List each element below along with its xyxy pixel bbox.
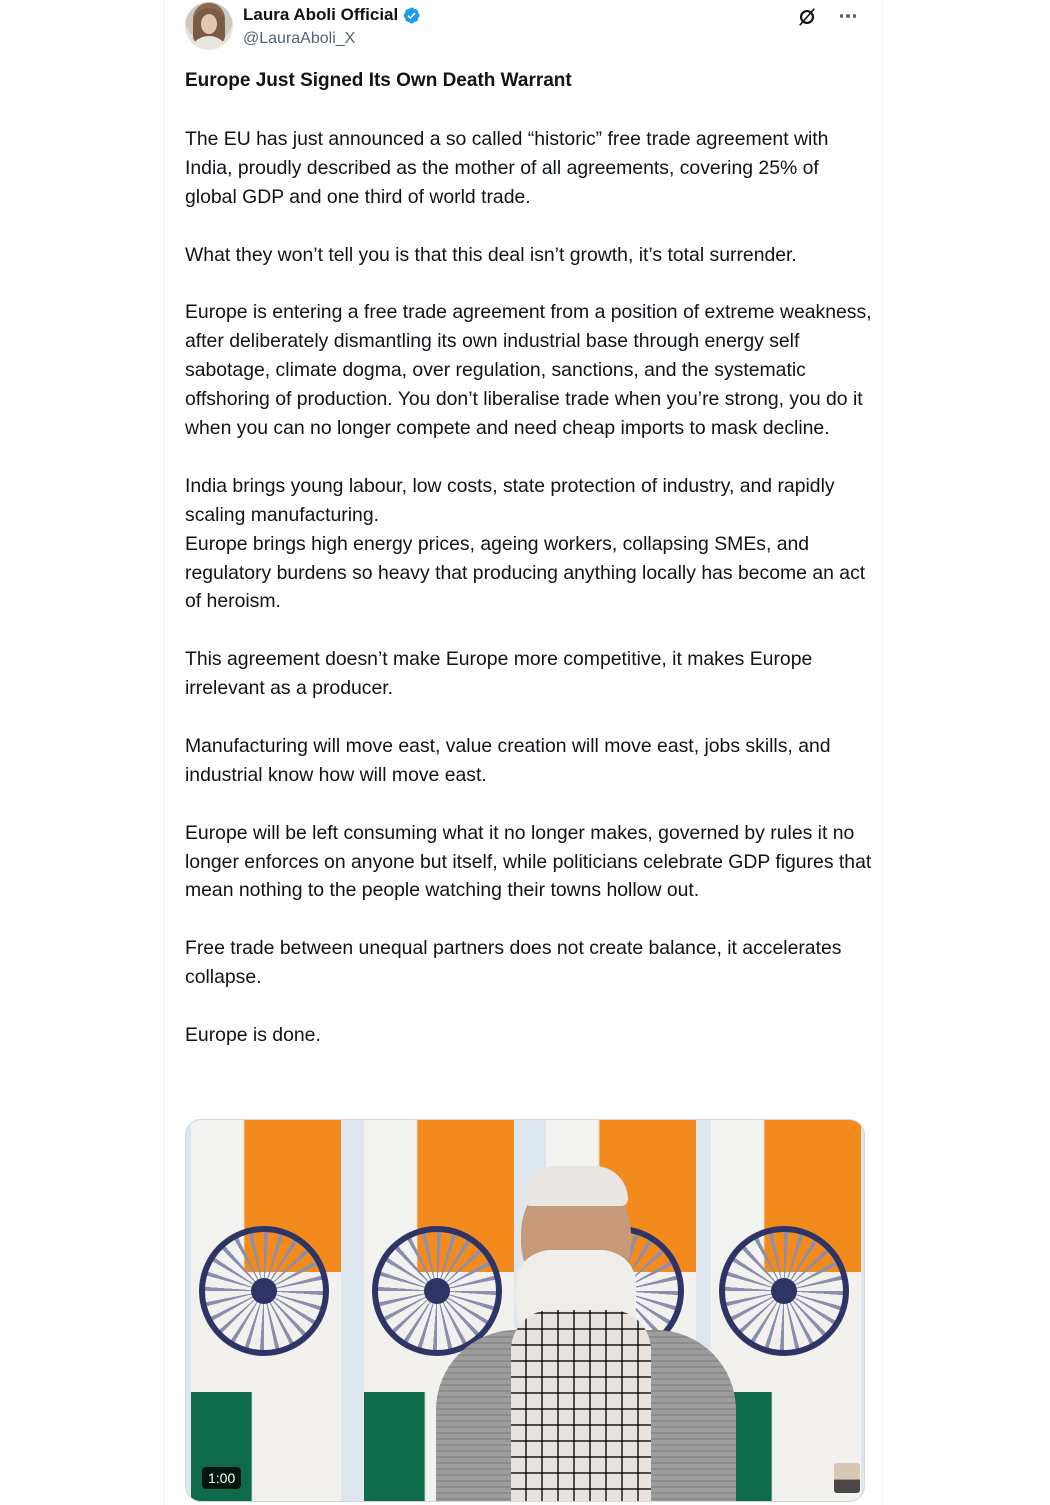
post-paragraph: India brings young labour, low costs, state protection of industry, and rapidly scaling manufacturing. Europe brings high energy prices, ageing workers, collapsing SMEs, and regulatory burdens so heavy that producing anything locally has become an act of heroism.: [185, 474, 866, 613]
avatar[interactable]: [185, 2, 233, 50]
post-header: [185, 2, 862, 52]
post-paragraph: Europe is entering a free trade agreement from a position of extreme weakness, after deliberately dismantling its own industrial base through energy self sabotage, climate dogma, over regulation, sanctions, and the systematic offshoring of production. You don’t liberalise trade when you’re strong, you do it when you can no longer compete and need cheap imports to mask decline.: [185, 301, 872, 440]
verified-badge-icon: [402, 6, 421, 25]
post-paragraph: What they won’t tell you is that this deal isn’t growth, it’s total surrender.: [185, 243, 797, 266]
channel-thumbnail: [834, 1463, 860, 1493]
author-handle[interactable]: @LauraAboli_X: [243, 30, 356, 47]
grok-icon[interactable]: [796, 6, 818, 28]
author-name-row: [243, 5, 421, 25]
video-duration-badge: 1:00: [202, 1467, 241, 1489]
post-card: [164, 0, 883, 1505]
post-body: [185, 125, 875, 1079]
dot: [840, 14, 844, 18]
flag-image: [191, 1120, 341, 1502]
author-name[interactable]: Laura Aboli Official: [243, 5, 399, 24]
post-paragraph: This agreement doesn’t make Europe more competitive, it makes Europe irrelevant as a producer.: [185, 648, 813, 700]
post-paragraph: Free trade between unequal partners does not create balance, it accelerates collapse.: [185, 937, 842, 989]
chakra-emblem: [199, 1226, 329, 1356]
dot: [846, 14, 850, 18]
post-paragraph: Europe is done.: [185, 1023, 321, 1046]
post-paragraph: Europe will be left consuming what it no longer makes, governed by rules it no longer enforces on anyone but itself, while politicians celebrate GDP figures that mean nothing to the people watching their towns hollow out.: [185, 821, 872, 902]
post-paragraph: The EU has just announced a so called “historic” free trade agreement with India, proudly described as the mother of all agreements, covering 25% of global GDP and one third of world trade.: [185, 128, 829, 208]
post-title: Europe Just Signed Its Own Death Warrant: [185, 70, 572, 91]
avatar-face: [201, 14, 217, 34]
dot: [853, 14, 857, 18]
post-paragraph: Manufacturing will move east, value creation will move east, jobs skills, and industrial know how will move east.: [185, 734, 831, 786]
video-player[interactable]: [185, 1119, 865, 1502]
speaker-figure: [416, 1160, 746, 1502]
more-options-icon[interactable]: [836, 4, 860, 28]
